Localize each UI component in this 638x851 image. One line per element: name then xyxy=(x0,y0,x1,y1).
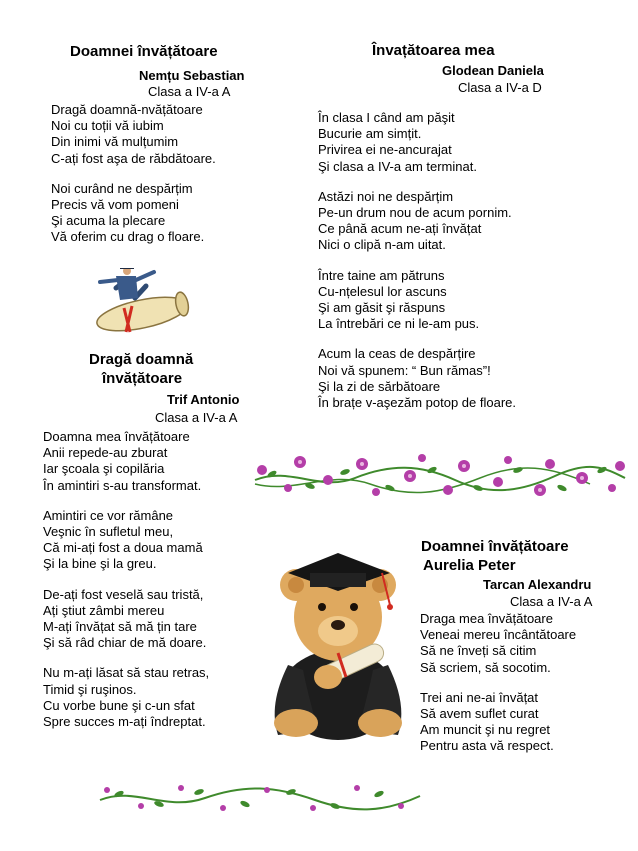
poem3-stanza xyxy=(43,429,209,494)
poem-line: Vă oferim cu drag o floare. xyxy=(51,229,205,245)
poem4-title-line1: Doamnei învățătoare xyxy=(421,538,569,555)
poem2-title: Învațătoarea mea xyxy=(372,42,495,59)
poem-line: Privirea ei ne-ancurajat xyxy=(318,142,452,158)
poem2-body xyxy=(318,110,516,411)
poem3-author: Trif Antonio xyxy=(167,392,240,407)
poem-line: Acum la ceas de despărțire xyxy=(318,346,476,362)
poem-line: Precis vă vom pomeni xyxy=(51,197,179,213)
poem-line: M-ați învățat să mă țin tare xyxy=(43,619,197,635)
poem-line: La întrebări ce ni le-am pus. xyxy=(318,316,480,332)
poem4-class: Clasa a IV-a A xyxy=(510,594,593,609)
poem-line: Cu vorbe bune şi c-un sfat xyxy=(43,697,195,713)
poem3-body xyxy=(43,429,209,730)
poem3-title-line1: Dragă doamnă xyxy=(89,351,194,368)
poem-line: Noi curând ne despărțim xyxy=(51,180,193,196)
poem2-stanza xyxy=(318,346,516,411)
poem-line: În brațe v-aşezăm potop de floare. xyxy=(318,395,517,411)
poem4-title-line2: Aurelia Peter xyxy=(423,557,516,574)
poem-line: Nu m-ați lăsat să stau retras, xyxy=(43,665,210,681)
poem4-stanza xyxy=(420,690,576,755)
poem1-title: Doamnei învățătoare xyxy=(70,43,218,60)
graduate-teddy-bear-image xyxy=(258,545,418,745)
poem-line: Anii repede-au zburat xyxy=(43,445,168,461)
poem-line: Iar şcoala şi copilăria xyxy=(43,461,165,477)
poem4-stanza xyxy=(420,611,576,676)
poem-line: Şi acuma la plecare xyxy=(51,213,166,229)
poem3-title-line2: învățătoare xyxy=(102,370,183,387)
poem-line: Şi să râd chiar de mă doare. xyxy=(43,635,207,651)
poem-line: Ați ştiut zâmbi mereu xyxy=(43,602,165,618)
poem4-author: Tarcan Alexandru xyxy=(483,577,592,592)
poem-line: Pentru asta vă respect. xyxy=(420,738,554,754)
poem-line: Pe-un drum nou de acum pornim. xyxy=(318,205,512,221)
poem4-body xyxy=(420,611,576,755)
poem2-stanza xyxy=(318,110,516,175)
poem-line: Draga mea învățătoare xyxy=(420,611,553,626)
poem2-stanza xyxy=(318,189,516,254)
poem-line: Veşnic în sufletul meu, xyxy=(43,524,174,540)
poem-line: Spre succes m-ați îndreptat. xyxy=(43,714,206,730)
poem1-stanza xyxy=(51,102,216,167)
poem-line: Şi clasa a IV-a am terminat. xyxy=(318,158,477,174)
poem-line: Şi la bine şi la greu. xyxy=(43,556,157,572)
bottom-flower-border xyxy=(95,778,425,818)
poem3-stanza xyxy=(43,508,209,573)
poem-line: Cu-nțelesul lor ascuns xyxy=(318,283,447,299)
poem-line: Am muncit şi nu regret xyxy=(420,722,551,738)
poem-line: Şi am găsit şi răspuns xyxy=(318,300,446,316)
poem3-stanza xyxy=(43,665,209,730)
poem-line: Că mi-ați fost a doua mamă xyxy=(43,540,203,556)
poem-line: Nici o clipă n-am uitat. xyxy=(318,237,446,253)
poem3-stanza xyxy=(43,587,209,652)
poem1-class: Clasa a IV-a A xyxy=(148,84,231,99)
poem-line: În amintiri s-au transformat. xyxy=(43,477,202,493)
poem-line: Doamna mea învățătoare xyxy=(43,429,190,444)
poem1-body xyxy=(51,102,216,246)
poem-line: Noi cu toții vă iubim xyxy=(51,118,164,134)
poem-line: De-ați fost veselă sau tristă, xyxy=(43,586,204,602)
poem-line: În clasa I când am păşit xyxy=(318,110,455,125)
poem-line: Din inimi vă mulțumim xyxy=(51,134,179,150)
poem-line: Amintiri ce vor rămâne xyxy=(43,507,174,523)
poem-line: Astăzi noi ne despărțim xyxy=(318,188,454,204)
graduate-surfer-image xyxy=(80,268,195,336)
poem-line: Ce până acum ne-ați învățat xyxy=(318,221,482,237)
poem1-author: Nemțu Sebastian xyxy=(139,68,245,83)
poem2-author: Glodean Daniela xyxy=(442,63,544,78)
poem2-class: Clasa a IV-a D xyxy=(458,80,542,95)
poem-line: C-ați fost aşa de răbdătoare. xyxy=(51,150,216,166)
poem1-stanza xyxy=(51,181,216,246)
flower-vine-divider xyxy=(250,448,630,508)
poem-line: Şi la zi de sărbătoare xyxy=(318,378,441,394)
poem-line: Dragă doamnă-nvățătoare xyxy=(51,102,203,117)
poem-line: Noi vă spunem: “ Bun rămas”! xyxy=(318,362,491,378)
poem-line: Veneai mereu încântătoare xyxy=(420,627,577,643)
poem-line: Să scriem, să socotim. xyxy=(420,659,551,675)
poem-line: Între taine am pătruns xyxy=(318,267,445,283)
poem-line: Să ne înveți să citim xyxy=(420,643,537,659)
poem3-class: Clasa a IV-a A xyxy=(155,410,238,425)
poem-line: Trei ani ne-ai învățat xyxy=(420,689,539,705)
poem-line: Timid şi ruşinos. xyxy=(43,681,137,697)
poem-line: Să avem suflet curat xyxy=(420,706,539,722)
poem-line: Bucurie am simțit. xyxy=(318,126,422,142)
poem2-stanza xyxy=(318,268,516,333)
